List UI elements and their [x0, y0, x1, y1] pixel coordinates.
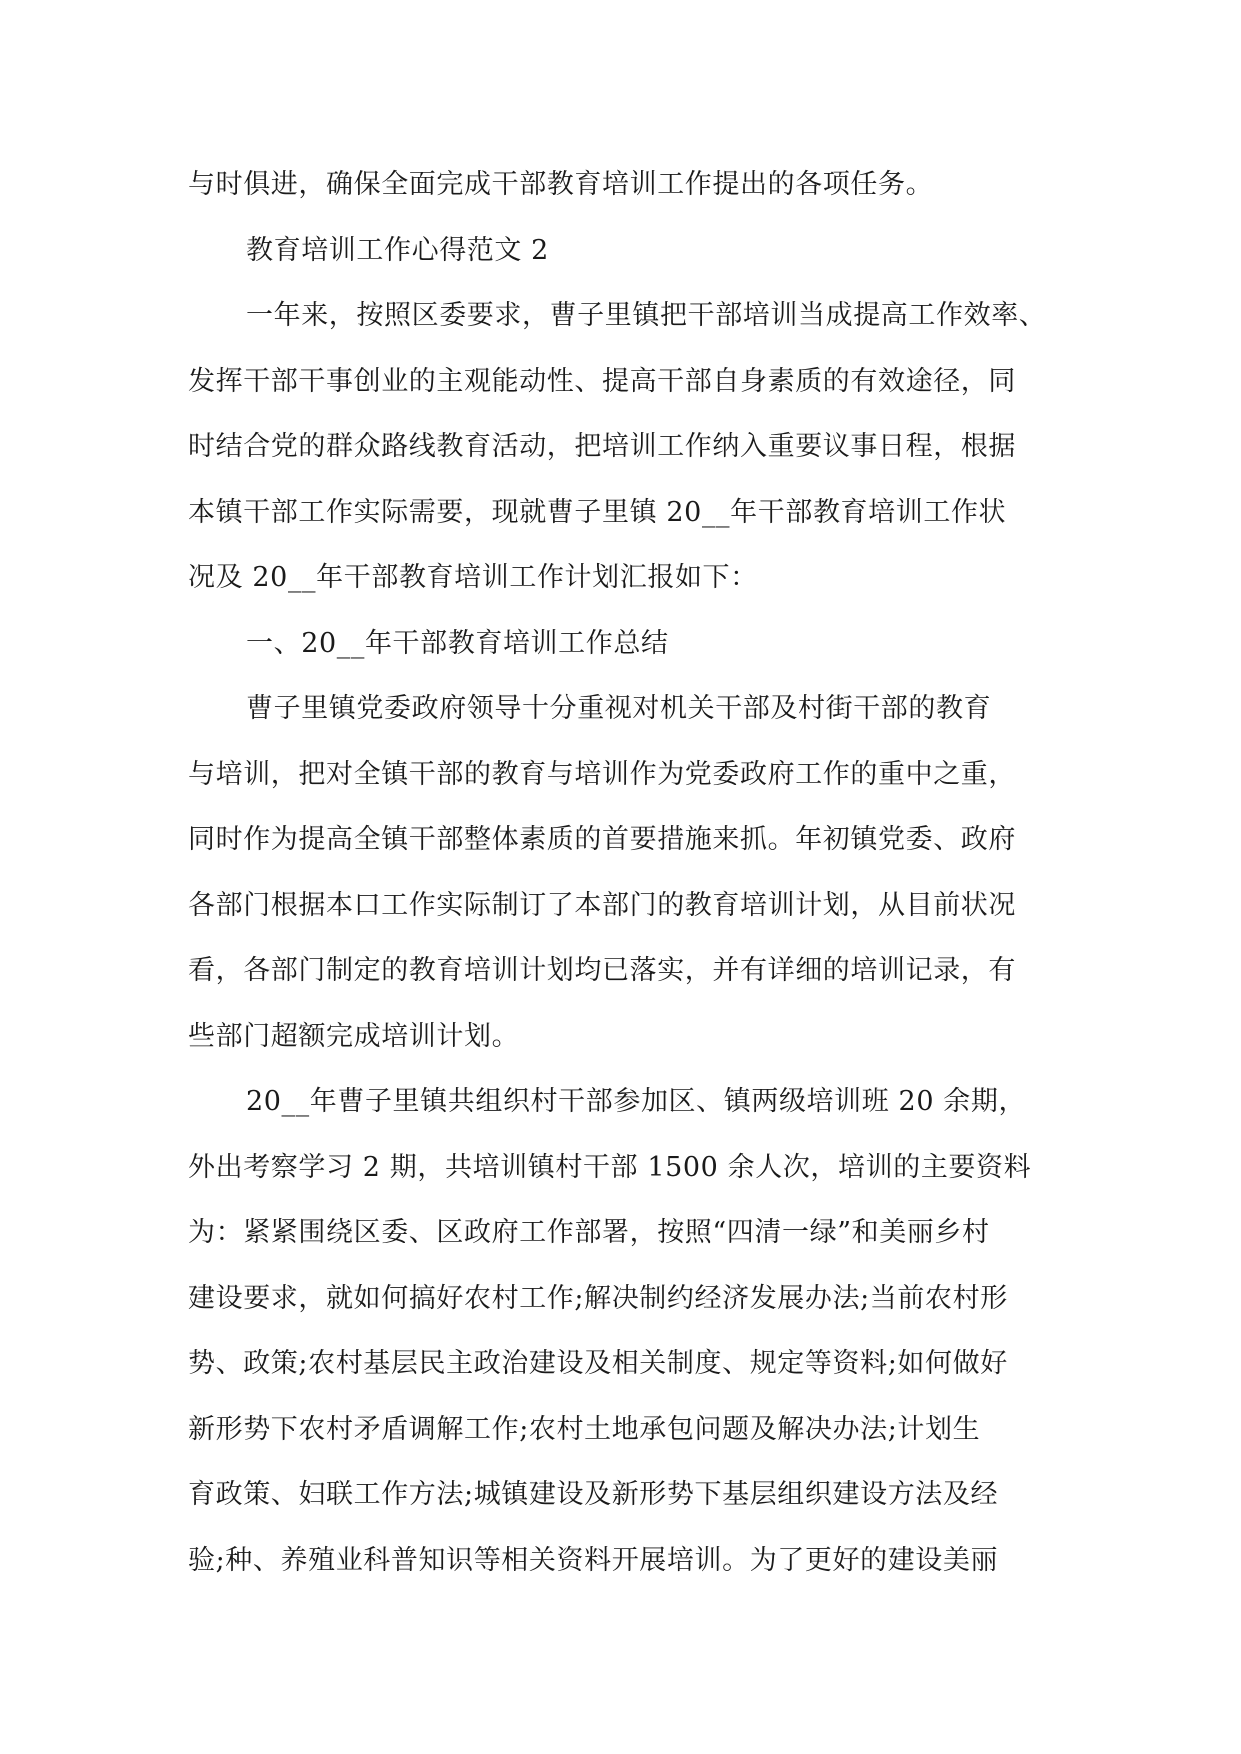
text-line: 与培训，把对全镇干部的教育与培训作为党委政府工作的重中之重， — [188, 758, 1016, 790]
document-body — [188, 152, 1060, 1593]
text-line: 发挥干部干事创业的主观能动性、提高干部自身素质的有效途径，同 — [188, 365, 1016, 397]
text-line: 新形势下农村矛盾调解工作;农村土地承包问题及解决办法;计划生 — [188, 1413, 981, 1445]
text-line: 况及 20__年干部教育培训工作计划汇报如下： — [188, 562, 758, 593]
text-line: 各部门根据本口工作实际制订了本部门的教育培训计划，从目前状况 — [188, 889, 1016, 921]
text-line: 势、政策;农村基层民主政治建设及相关制度、规定等资料;如何做好 — [188, 1348, 1008, 1379]
section-heading: 一、20__年干部教育培训工作总结 — [246, 627, 669, 659]
text-line: 与时俱进，确保全面完成干部教育培训工作提出的各项任务。 — [188, 169, 934, 200]
section-heading: 教育培训工作心得范文 2 — [246, 234, 549, 266]
text-line: 建设要求，就如何搞好农村工作;解决制约经济发展办法;当前农村形 — [188, 1282, 1008, 1314]
text-line: 20__年曹子里镇共组织村干部参加区、镇两级培训班 20 余期， — [246, 1086, 1027, 1117]
text-line: 些部门超额完成培训计划。 — [188, 1020, 520, 1052]
text-line: 为：紧紧围绕区委、区政府工作部署，按照“四清一绿”和美丽乡村 — [188, 1217, 990, 1248]
text-line: 外出考察学习 2 期，共培训镇村干部 1500 余人次，培训的主要资料 — [188, 1151, 1032, 1183]
text-line: 本镇干部工作实际需要，现就曹子里镇 20__年干部教育培训工作状 — [188, 496, 1007, 528]
text-line: 曹子里镇党委政府领导十分重视对机关干部及村街干部的教育 — [246, 693, 992, 724]
text-line: 看，各部门制定的教育培训计划均已落实，并有详细的培训记录，有 — [188, 955, 1016, 986]
text-line: 时结合党的群众路线教育活动，把培训工作纳入重要议事日程，根据 — [188, 431, 1016, 462]
text-line: 验;种、养殖业科普知识等相关资料开展培训。为了更好的建设美丽 — [188, 1544, 999, 1576]
text-line: 同时作为提高全镇干部整体素质的首要措施来抓。年初镇党委、政府 — [188, 824, 1016, 855]
text-line: 育政策、妇联工作方法;城镇建设及新形势下基层组织建设方法及经 — [188, 1479, 999, 1510]
text-line: 一年来，按照区委要求，曹子里镇把干部培训当成提高工作效率、 — [246, 300, 1047, 331]
